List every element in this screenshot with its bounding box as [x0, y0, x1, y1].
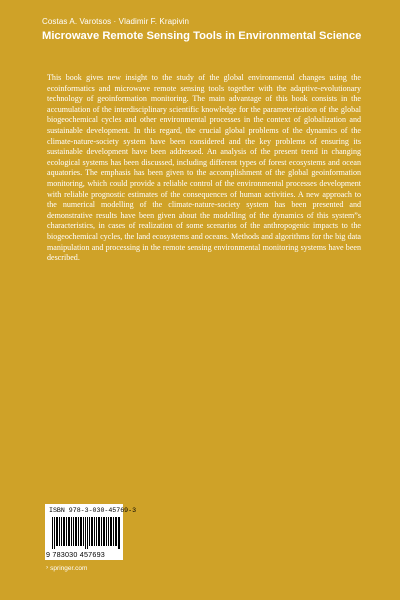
barcode-digits: 9 783030 457693	[46, 550, 105, 559]
book-title: Microwave Remote Sensing Tools in Environmental Science	[42, 30, 362, 42]
isbn-label: ISBN 978-3-030-45769-3	[49, 507, 137, 514]
barcode-icon	[52, 517, 120, 549]
authors: Costas A. Varotsos · Vladimir F. Krapivin	[42, 17, 190, 26]
publisher-url[interactable]: springer.com	[50, 565, 88, 572]
publisher-link[interactable]	[46, 565, 87, 572]
arrow-right-icon: ›	[46, 564, 49, 572]
barcode-panel	[45, 504, 137, 560]
blurb-text: This book gives new insight to the study of the global environmental changes using the ecoinformatics and microwave remote sensing tools together with the adaptive-evolutionary technology of geoinformation monitoring. The main advantage of this book consists in the accumulation of the interdisciplinary scientific knowledge for the parameterization of the global biogeochemical cycles and other environmental processes in the context of globalization and sustainable development. In this regard, the crucial global problems of the dynamics of the climate-nature-society system have been considered and the key problems of ensuring its sustainable development have been addressed. An analysis of the present trend in changing ecological systems has been discussed, including different types of forest ecosystems and ocean aquatories. The emphasis has been given to the accomplishment of the global geoinformation monitoring, which could provide a reliable control of the environmental processes development with reliable prognostic estimates of the consequences of human activities. A new approach to the numerical modelling of the climate-nature-society system has been presented and demonstrative results have been given about the modelling of the dynamics of this system”s characteristics, in cases of realization of some scenarios of the anthropogenic impacts to the biogeochemical cycles, the land ecosystems and oceans. Methods and algorithms for the big data manipulation and processing in the remote sensing environmental monitoring systems have been described.	[47, 73, 361, 263]
